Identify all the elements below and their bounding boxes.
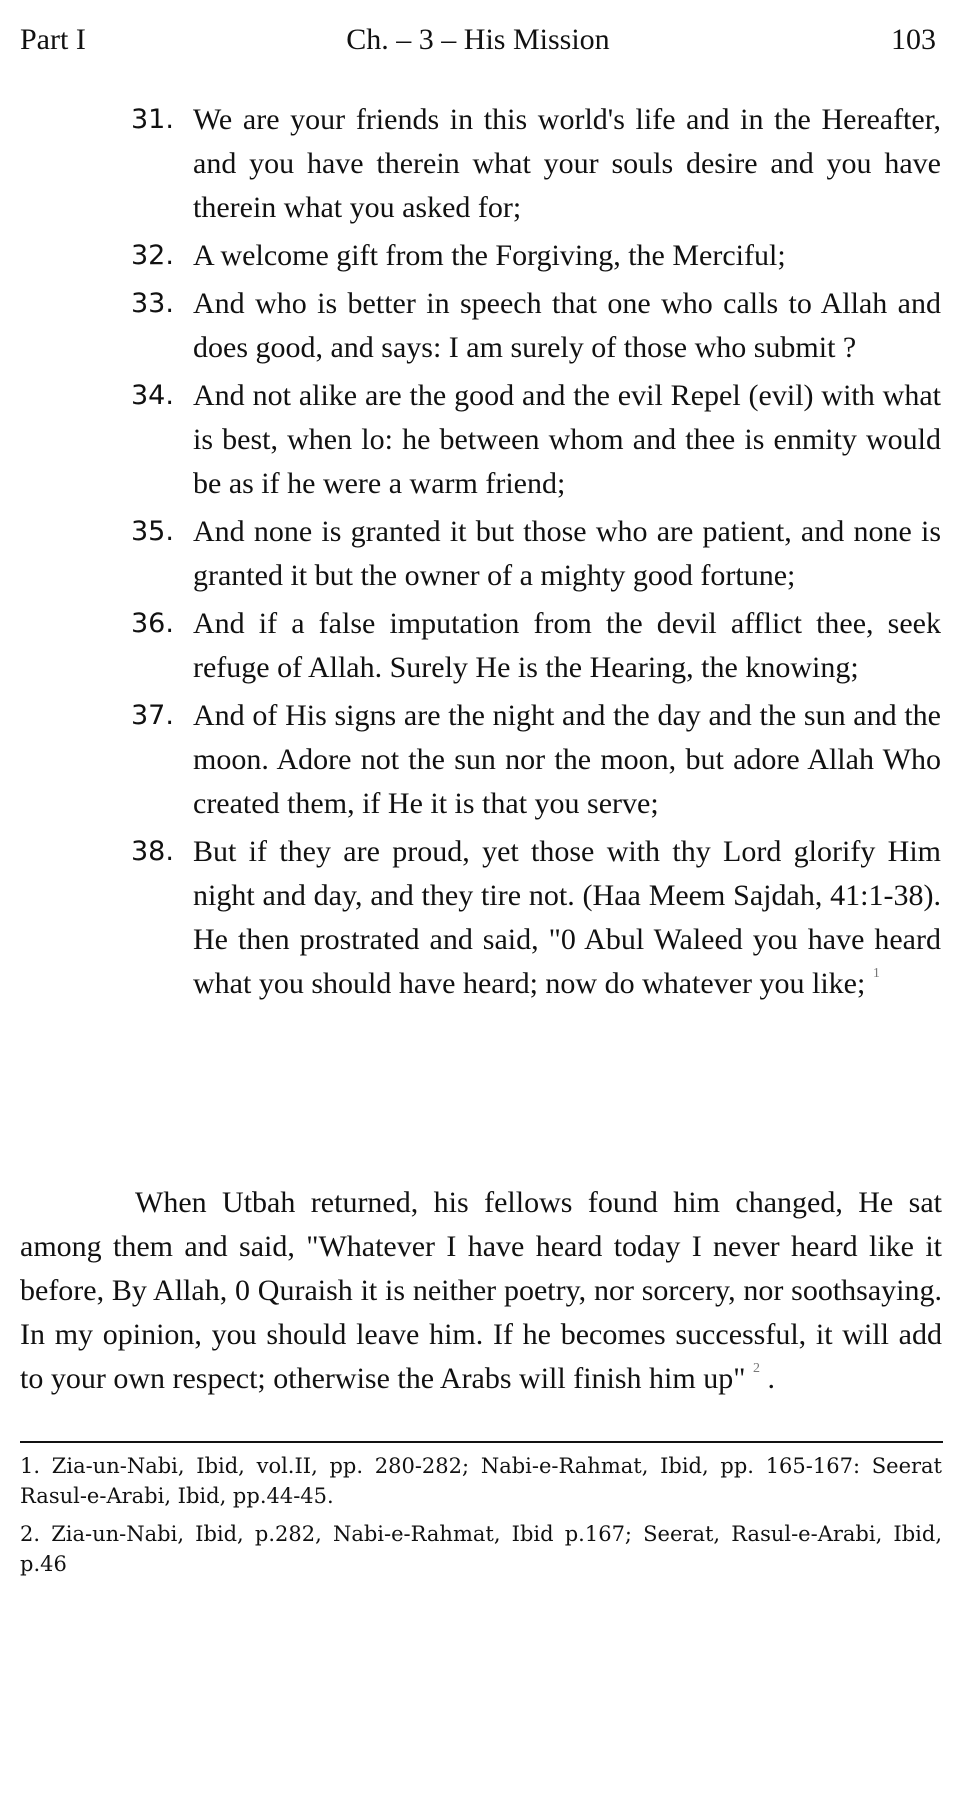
body-paragraph [20, 1181, 942, 1401]
verse-number: 37. [131, 700, 174, 731]
verse-text: And who is better in speech that one who calls to Allah and does good, and says: I am surely of those who submit ? [193, 287, 941, 364]
verse-list [131, 98, 941, 1010]
part-label: Part I [20, 23, 86, 56]
verse-item [131, 234, 941, 278]
footnote: 1. Zia-un-Nabi, Ibid, vol.II, pp. 280-282; Nabi-e-Rahmat, Ibid, pp. 165-167: Seerat Rasul-e-Arabi, Ibid, pp.44-45. [20, 1454, 942, 1508]
footnote-divider [20, 1441, 943, 1443]
paragraph-text: When Utbah returned, his fellows found him changed, He sat among them and said, "Whatever I have heard today I never heard like it before, By Allah, 0 Quraish it is neither poetry, nor sorcery, nor soothsaying. In my opinion, you should leave him. If he becomes successful, it will add to your own respect; otherwise the Arabs will finish him up" [20, 1186, 942, 1395]
verse-number: 32. [131, 240, 174, 271]
footnote-ref: 2 [752, 1361, 760, 1376]
verse-text: And none is granted it but those who are patient, and none is granted it but the owner of a mighty good fortune; [193, 515, 941, 592]
verse-text: We are your friends in this world's life and in the Hereafter, and you have therein what your souls desire and you have therein what you asked for; [193, 103, 941, 224]
verse-number: 38. [131, 836, 174, 867]
page-number: 103 [891, 23, 936, 56]
verse-item [131, 98, 941, 230]
verse-item [131, 374, 941, 506]
verse-text: And if a false imputation from the devil afflict thee, seek refuge of Allah. Surely He is the Hearing, the knowing; [193, 607, 941, 684]
verse-item [131, 694, 941, 826]
verse-text: A welcome gift from the Forgiving, the Merciful; [193, 239, 786, 272]
verse-item [131, 282, 941, 370]
page-header [20, 18, 936, 62]
chapter-title: Ch. – 3 – His Mission [346, 23, 610, 56]
verse-number: 33. [131, 288, 174, 319]
verse-text: And of His signs are the night and the day and the sun and the moon. Adore not the sun nor the moon, but adore Allah Who created them, if He it is that you serve; [193, 699, 941, 820]
verse-item [131, 510, 941, 598]
footnote: 2. Zia-un-Nabi, Ibid, p.282, Nabi-e-Rahmat, Ibid p.167; Seerat, Rasul-e-Arabi, Ibid, p.46 [20, 1522, 942, 1576]
paragraph-tail: . [767, 1362, 775, 1395]
verse-text: But if they are proud, yet those with thy Lord glorify Him night and day, and they tire not. (Haa Meem Sajdah, 41:1-38). He then prostrated and said, "0 Abul Waleed you have heard what you should have heard; now do whatever you like; [193, 835, 941, 1000]
verse-text: And not alike are the good and the evil Repel (evil) with what is best, when lo: he between whom and thee is enmity would be as if he were a warm friend; [193, 379, 941, 500]
footnotes [20, 1451, 942, 1587]
verse-number: 36. [131, 608, 174, 639]
verse-item [131, 830, 941, 1006]
verse-number: 31. [131, 104, 174, 135]
verse-number: 35. [131, 516, 174, 547]
footnote-ref: 1 [872, 966, 880, 981]
verse-item [131, 602, 941, 690]
verse-number: 34. [131, 380, 174, 411]
